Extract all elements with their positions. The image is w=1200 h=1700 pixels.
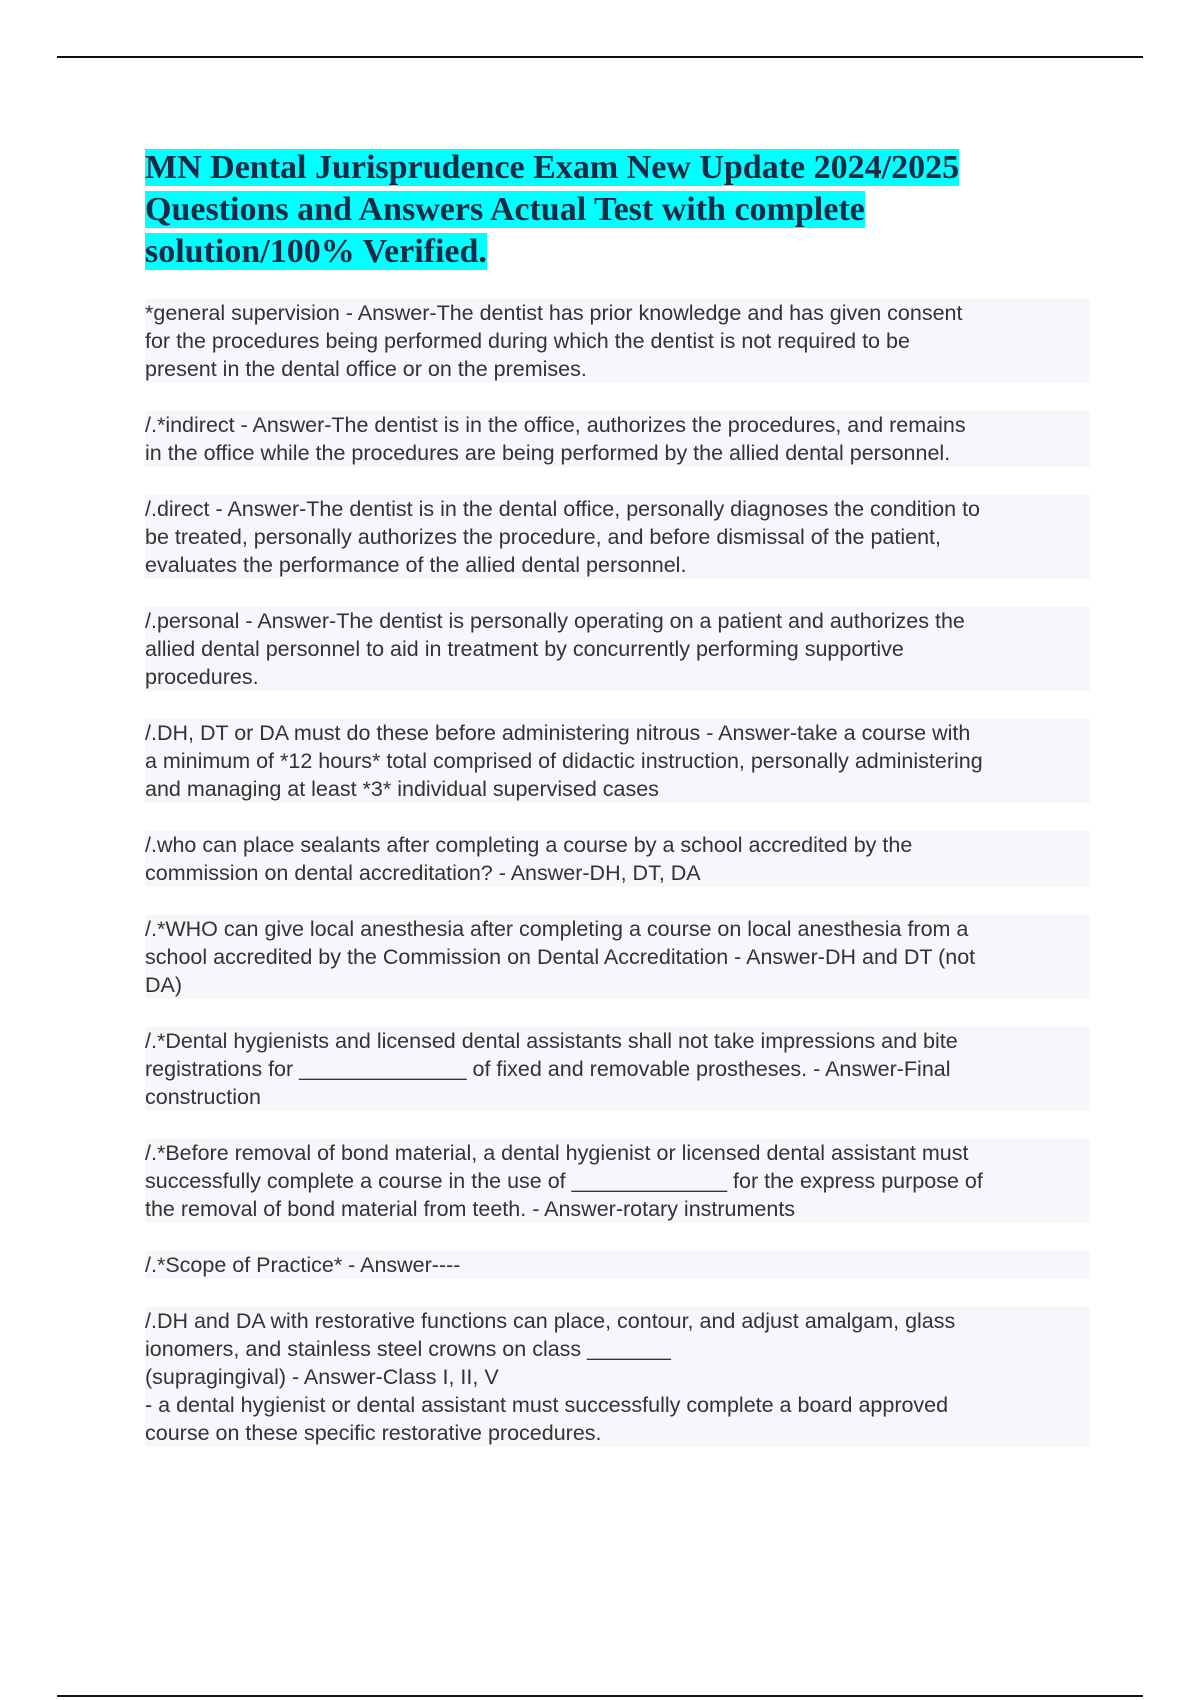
- qa-line: in the office while the procedures are being performed by the allied dental personnel.: [145, 441, 951, 465]
- qa-line: - a dental hygienist or dental assistant must successfully complete a board approved: [145, 1393, 949, 1417]
- title-line: MN Dental Jurisprudence Exam New Update 2024/2025: [145, 149, 960, 186]
- qa-line: (supragingival) - Answer-Class I, II, V: [145, 1365, 499, 1389]
- bottom-rule: [57, 1695, 1143, 1697]
- qa-line: commission on dental accreditation? - Answer-DH, DT, DA: [145, 861, 701, 885]
- qa-line: and managing at least *3* individual supervised cases: [145, 777, 659, 801]
- qa-item: [145, 1139, 1090, 1223]
- qa-line: construction: [145, 1085, 261, 1109]
- qa-line: /.*Scope of Practice* - Answer----: [145, 1253, 461, 1277]
- qa-line: DA): [145, 973, 183, 997]
- qa-line: /.direct - Answer-The dentist is in the dental office, personally diagnoses the condition to: [145, 497, 980, 521]
- qa-line: /.*Before removal of bond material, a dental hygienist or licensed dental assistant must: [145, 1141, 969, 1165]
- qa-item: [145, 915, 1090, 999]
- qa-line: /.personal - Answer-The dentist is personally operating on a patient and authorizes the: [145, 609, 965, 633]
- document-title: [145, 147, 1095, 273]
- qa-line: present in the dental office or on the premises.: [145, 357, 587, 381]
- title-line: Questions and Answers Actual Test with complete: [145, 191, 865, 228]
- qa-line: /.*WHO can give local anesthesia after completing a course on local anesthesia from a: [145, 917, 969, 941]
- qa-item: [145, 831, 1090, 887]
- qa-line: /.DH, DT or DA must do these before administering nitrous - Answer-take a course with: [145, 721, 971, 745]
- qa-line: *general supervision - Answer-The dentist has prior knowledge and has given consent: [145, 301, 963, 325]
- qa-item: [145, 1307, 1090, 1447]
- qa-item: [145, 411, 1090, 467]
- qa-line: /.DH and DA with restorative functions can place, contour, and adjust amalgam, glass: [145, 1309, 956, 1333]
- qa-list: [145, 299, 1095, 1447]
- qa-line: allied dental personnel to aid in treatment by concurrently performing supportive: [145, 637, 904, 661]
- qa-line: successfully complete a course in the use of _____________ for the express purpose of: [145, 1169, 983, 1193]
- title-line: solution/100% Verified.: [145, 233, 487, 270]
- qa-line: the removal of bond material from teeth. - Answer-rotary instruments: [145, 1197, 796, 1221]
- qa-line: for the procedures being performed during which the dentist is not required to be: [145, 329, 910, 353]
- qa-item: [145, 495, 1090, 579]
- qa-line: be treated, personally authorizes the procedure, and before dismissal of the patient,: [145, 525, 941, 549]
- qa-line: /.*Dental hygienists and licensed dental assistants shall not take impressions and bite: [145, 1029, 958, 1053]
- qa-line: /.*indirect - Answer-The dentist is in the office, authorizes the procedures, and remains: [145, 413, 966, 437]
- document-page: [145, 147, 1095, 1475]
- top-rule: [57, 56, 1143, 58]
- qa-item: [145, 1251, 1090, 1279]
- qa-line: evaluates the performance of the allied dental personnel.: [145, 553, 687, 577]
- qa-item: [145, 1027, 1090, 1111]
- qa-line: ionomers, and stainless steel crowns on class _______: [145, 1337, 671, 1361]
- qa-item: [145, 607, 1090, 691]
- qa-line: /.who can place sealants after completing a course by a school accredited by the: [145, 833, 913, 857]
- qa-item: [145, 719, 1090, 803]
- qa-line: registrations for ______________ of fixed and removable prostheses. - Answer-Final: [145, 1057, 951, 1081]
- qa-line: a minimum of *12 hours* total comprised of didactic instruction, personally administering: [145, 749, 983, 773]
- qa-item: [145, 299, 1090, 383]
- qa-line: procedures.: [145, 665, 259, 689]
- qa-line: course on these specific restorative procedures.: [145, 1421, 602, 1445]
- qa-line: school accredited by the Commission on Dental Accreditation - Answer-DH and DT (not: [145, 945, 976, 969]
